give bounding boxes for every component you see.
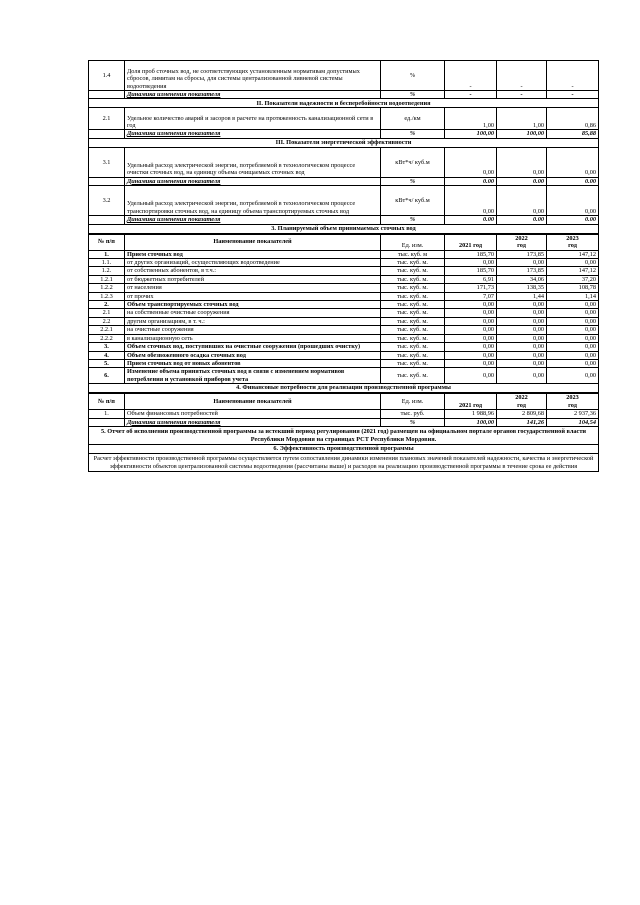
table-row [89,292,599,300]
table-row [89,309,599,317]
row-number: 6. [89,368,125,384]
value-2023: 0,00 [547,301,599,309]
indicator-label: Доля проб сточных вод, не соответствующих установленным нормативам допустимых сбросов, лимитам на сбросы, для системы централизованной ливневой системы водоотведения [125,61,381,91]
row-number: 5. [89,359,125,367]
row-number: 2.2.2 [89,334,125,342]
value-2021: 0,00 [445,334,497,342]
value-2023: 0,00 [547,186,599,216]
value-2021: 0,00 [445,301,497,309]
unit-cell: тыс. куб. м. [381,326,445,334]
value-2023: 0.00 [547,216,599,224]
unit-cell: % [381,91,445,99]
dynamics-row [89,418,599,426]
value-2022: 173,85 [497,250,547,258]
unit-cell: % [381,216,445,224]
unit-cell: тыс. куб. м. [381,292,445,300]
row-number: 1.1. [89,259,125,267]
row-number: 2.1 [89,309,125,317]
header-2022: 2022 год [497,234,547,250]
value-2023: 0,00 [547,259,599,267]
section-heading: II. Показатели надежности и бесперебойности водоотведения [89,99,599,108]
table-row [89,368,599,384]
row-number: 2.2.1 [89,326,125,334]
table-row [89,267,599,275]
row-number: 3.1 [89,147,125,177]
unit-cell: кВт*ч/ куб.м [381,186,445,216]
row-number: 1.2. [89,267,125,275]
unit-cell: тыс. куб. м. [381,368,445,384]
row-number: 1.2.2 [89,284,125,292]
value-2022: 173,85 [497,267,547,275]
header-row [89,234,599,250]
indicator-label: Прием сточных вод [125,250,381,258]
value-2023: 1,14 [547,292,599,300]
indicator-label: Объем транспортируемых сточных вод [125,301,381,309]
unit-cell: тыс. куб. м. [381,317,445,325]
table-row [89,334,599,342]
value-2022: 0,00 [497,147,547,177]
dynamics-row [89,177,599,185]
table-row [89,359,599,367]
value-2023: - [547,61,599,91]
header-2022: 2022 год [497,394,547,410]
unit-cell: тыс. куб. м. [381,334,445,342]
value-2021: 1,00 [445,108,497,130]
table-row [89,259,599,267]
value-2021: 0.00 [445,216,497,224]
value-2023: 0,00 [547,147,599,177]
unit-cell: % [381,177,445,185]
row-number: 1.2.3 [89,292,125,300]
value-2022: - [497,91,547,99]
row-number: 1.2.1 [89,275,125,283]
value-2022: 0,00 [497,368,547,384]
value-2023: 0,00 [547,351,599,359]
value-2021: 0,00 [445,186,497,216]
value-2023: 0,00 [547,368,599,384]
header-2023: 2023 год [547,394,599,410]
value-2023: 2 937,36 [547,410,599,418]
value-2022: 2 809,68 [497,410,547,418]
unit-cell: тыс. куб. м. [381,275,445,283]
value-2022: 0,00 [497,326,547,334]
unit-cell: % [381,61,445,91]
value-2021: 100,00 [445,418,497,426]
value-2023: 0,00 [547,343,599,351]
header-2021: 2021 год [445,234,497,250]
table-row [89,351,599,359]
table-row [89,410,599,418]
dynamics-label: Динамика изменения показателя [125,91,381,99]
value-2022: 0,00 [497,351,547,359]
section-heading: 3. Планируемый объем принимаемых сточных вод [89,224,599,233]
indicator-label: на очистные сооружения [125,326,381,334]
value-2022: - [497,61,547,91]
indicator-label: Объем финансовых потребностей [125,410,381,418]
table-row [89,275,599,283]
indicator-label: от прочих [125,292,381,300]
value-2022: 0,00 [497,186,547,216]
value-2023: 0,86 [547,108,599,130]
value-2021: 0,00 [445,351,497,359]
row-number: 2.1 [89,108,125,130]
value-2021: 0,00 [445,359,497,367]
unit-cell: тыс. куб. м. [381,259,445,267]
header-unit: Ед. изм. [381,234,445,250]
unit-cell: тыс. куб. м. [381,301,445,309]
value-2021: 0,00 [445,343,497,351]
value-2022: 0,00 [497,317,547,325]
value-2022: 138,35 [497,284,547,292]
dynamics-row [89,91,599,99]
table-row [89,284,599,292]
value-2023: 85,88 [547,130,599,138]
dynamics-row [89,130,599,138]
section-heading: 4. Финансовые потребности для реализации производственной программы [89,384,599,393]
header-name: Наименование показателей [125,234,381,250]
indicator-label: от собственных абонентов, в т.ч.: [125,267,381,275]
value-2021: 185,70 [445,250,497,258]
unit-cell: тыс. куб. м. [381,343,445,351]
unit-cell: тыс. куб. м. [381,359,445,367]
unit-cell: тыс. куб. м. [381,284,445,292]
value-2021: - [445,61,497,91]
document-page [88,60,598,472]
value-2021: 6,91 [445,275,497,283]
indicator-label: на собственные очистные сооружения [125,309,381,317]
value-2023: 37,20 [547,275,599,283]
table-row [89,250,599,258]
value-2022: 0,00 [497,343,547,351]
header-num: № п/п [89,234,125,250]
value-2021: 0,00 [445,368,497,384]
header-2021: 2021 год [445,394,497,410]
value-2023: 147,12 [547,267,599,275]
value-2022: 0,00 [497,359,547,367]
table-row [89,108,599,130]
value-2022: 0,00 [497,334,547,342]
indicator-label: Удельный расход электрической энергии, потребляемой в технологическом процессе транспортировки сточных вод, на единицу объема транспортируемых сточных вод [125,186,381,216]
value-2023: 0,00 [547,326,599,334]
value-2022: 100,00 [497,130,547,138]
indicator-label: Изменение объема принятых сточных вод в связи с изменением нормативов потребления и установкой приборов учета [125,368,381,384]
table-row [89,343,599,351]
indicator-label: Объем сточных вод, поступивших на очистные сооружения (прошедших очистку) [125,343,381,351]
dynamics-label: Динамика изменения показателя [125,130,381,138]
unit-cell: % [381,418,445,426]
indicator-label: Удельный расход электрической энергии, потребляемой в технологическом процессе очистки сточных вод, на единицу объема очищаемых сточных вод [125,147,381,177]
unit-cell: тыс. куб. м. [381,351,445,359]
dynamics-label: Динамика изменения показателя [125,216,381,224]
value-2022: 1,44 [497,292,547,300]
row-number: 4. [89,351,125,359]
indicators-table [88,60,599,234]
row-number: 3.2 [89,186,125,216]
header-name: Наименование показателей [125,394,381,410]
value-2023: 0,00 [547,317,599,325]
indicator-label: Удельное количество аварий и засоров в расчете на протяженность канализационной сети в год [125,108,381,130]
value-2023: 108,78 [547,284,599,292]
value-2022: 141,26 [497,418,547,426]
value-2021: 0.00 [445,177,497,185]
row-number: 1. [89,250,125,258]
value-2023: 104,54 [547,418,599,426]
value-2021: 0,00 [445,147,497,177]
table-row [89,317,599,325]
table-row [89,326,599,334]
indicator-label: Объем обезвоженного осадка сточных вод [125,351,381,359]
table-row [89,301,599,309]
unit-cell: ед./км [381,108,445,130]
section-heading: 6. Эффективность производственной программы [89,445,599,454]
value-2021: 7,07 [445,292,497,300]
section-heading: III. Показатели энергетической эффективности [89,138,599,147]
value-2021: 0,00 [445,259,497,267]
unit-cell: тыс. куб. м. [381,267,445,275]
value-2023: - [547,91,599,99]
efficiency-note: Расчет эффективности производственной программы осуществляется путем сопоставления динамики изменения плановых значений показателей надежности, качества и энергетической эффективности объектов централизованной системы водоотведения (рассчитаны выше) и расходов на реализацию производственной программы в течение срока ее действия [89,454,599,472]
header-row [89,394,599,410]
value-2023: 0,00 [547,334,599,342]
value-2021: 0,00 [445,317,497,325]
indicator-label: Прием сточных вод от новых абонентов [125,359,381,367]
unit-cell: тыс. куб. м [381,250,445,258]
indicator-label: в канализационную сеть [125,334,381,342]
value-2022: 0.00 [497,216,547,224]
value-2023: 147,12 [547,250,599,258]
value-2022: 34,06 [497,275,547,283]
value-2021: 0,00 [445,309,497,317]
indicator-label: от населения [125,284,381,292]
value-2021: 0,00 [445,326,497,334]
wastewater-volume-table [88,234,599,394]
value-2021: 100,00 [445,130,497,138]
value-2022: 0,00 [497,309,547,317]
table-row [89,147,599,177]
unit-cell: тыс. куб. м. [381,309,445,317]
unit-cell: тыс. руб. [381,410,445,418]
unit-cell: кВт*ч/ куб.м [381,147,445,177]
value-2021: 1 988,96 [445,410,497,418]
dynamics-row [89,216,599,224]
value-2023: 0.00 [547,177,599,185]
row-number: 2. [89,301,125,309]
unit-cell: % [381,130,445,138]
value-2022: 0,00 [497,259,547,267]
value-2023: 0,00 [547,309,599,317]
row-number: 1.4 [89,61,125,91]
indicator-label: от бюджетных потребителей [125,275,381,283]
header-2023: 2023 год [547,234,599,250]
row-number: 2.2 [89,317,125,325]
value-2021: - [445,91,497,99]
row-number: 1. [89,410,125,418]
header-unit: Ед. изм. [381,394,445,410]
value-2021: 171,73 [445,284,497,292]
indicator-label: от других организаций, осуществляющих водоотведение [125,259,381,267]
financial-needs-table [88,393,599,472]
table-row [89,61,599,91]
value-2021: 185,70 [445,267,497,275]
header-num: № п/п [89,394,125,410]
value-2022: 0,00 [497,301,547,309]
value-2023: 0,00 [547,359,599,367]
row-number: 3. [89,343,125,351]
dynamics-label: Динамика изменения показателя [125,418,381,426]
value-2022: 1,00 [497,108,547,130]
indicator-label: другим организациям, в т. ч.: [125,317,381,325]
report-note: 5. Отчет об исполнении производственной программы за истекший период регулирования (2021 год) размещен на официальном портале органов государственной власти Республики Мордовия на страницах РСТ Республики Мордовия. [89,426,599,444]
table-row [89,186,599,216]
value-2022: 0.00 [497,177,547,185]
dynamics-label: Динамика изменения показателя [125,177,381,185]
